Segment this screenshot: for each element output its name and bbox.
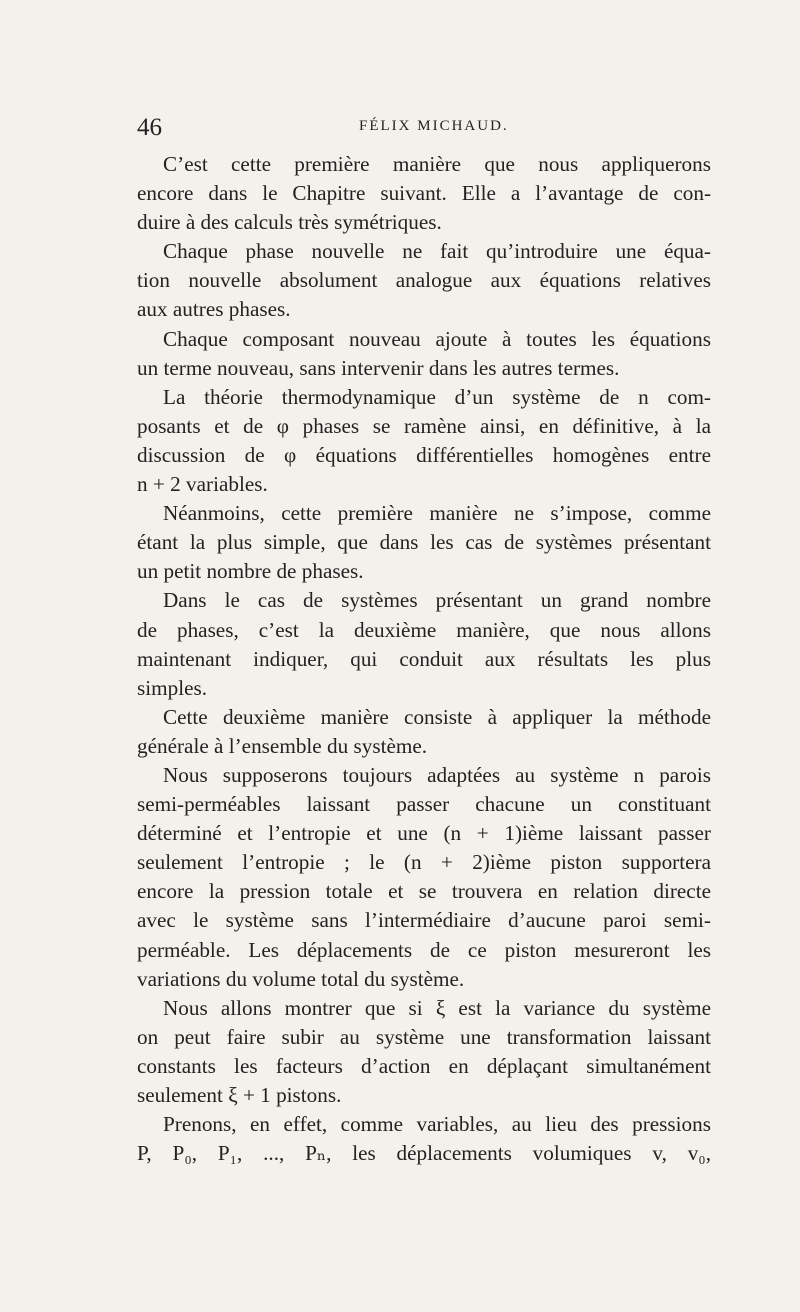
text-line: Nous supposerons toujours adaptées au système n parois [163,762,711,787]
text-line: étant la plus simple, que dans les cas de systèmes présentant [137,530,711,555]
text-line: Néanmoins, cette première manière ne s’impose, comme [163,501,711,526]
text-line: un terme nouveau, sans intervenir dans les autres termes. [137,355,620,380]
paragraph [137,237,711,324]
page-header [137,114,711,148]
text-line: encore dans le Chapitre suivant. Elle a l’avantage de con- [137,181,711,206]
text-line: générale à l’ensemble du système. [137,733,428,758]
body-text [137,150,711,1168]
text-line: déterminé et l’entropie et une (n + 1)ième laissant passer [137,821,711,846]
page-number: 46 [137,114,162,141]
text-line: un petit nombre de phases. [137,559,364,584]
text-line: P, P₀, P₁, ..., Pₙ, les déplacements volumiques v, v₀, [137,1141,711,1166]
text-line: La théorie thermodynamique d’un système de n com- [163,384,711,409]
text-line: Nous allons montrer que si ξ est la variance du système [163,995,711,1020]
paragraph [137,586,711,702]
text-line: avec le système sans l’intermédiaire d’aucune paroi semi- [137,908,711,933]
text-line: discussion de φ équations différentielles homogènes entre [137,442,711,467]
text-line: posants et de φ phases se ramène ainsi, en définitive, à la [137,413,711,438]
paragraph [137,761,711,994]
text-line: constants les facteurs d’action en déplaçant simultanément [137,1053,711,1078]
text-line: n + 2 variables. [137,472,268,497]
text-line: seulement ξ + 1 pistons. [137,1083,342,1107]
text-line: de phases, c’est la deuxième manière, que nous allons [137,617,711,642]
text-line: encore la pression totale et se trouvera en relation directe [137,879,711,904]
text-line: simples. [137,675,208,700]
paragraph [137,994,711,1110]
text-line: Prenons, en effet, comme variables, au lieu des pressions [163,1112,711,1137]
text-line: perméable. Les déplacements de ce piston mesureront les [137,937,711,962]
text-line: semi-perméables laissant passer chacune un constituant [137,792,711,817]
paragraph [137,383,711,499]
paragraph [137,703,711,761]
text-line: on peut faire subir au système une transformation laissant [137,1024,711,1049]
text-line: Cette deuxième manière consiste à appliquer la méthode [163,704,711,729]
text-line: seulement l’entropie ; le (n + 2)ième piston supportera [137,850,711,875]
text-line: Chaque phase nouvelle ne fait qu’introduire une équa- [163,239,711,264]
text-line: maintenant indiquer, qui conduit aux résultats les plus [137,646,711,671]
text-line: aux autres phases. [137,297,291,322]
paragraph [137,325,711,383]
text-line: Chaque composant nouveau ajoute à toutes les équations [163,326,711,351]
text-line: tion nouvelle absolument analogue aux équations relatives [137,268,711,293]
text-line: Dans le cas de systèmes présentant un grand nombre [163,588,711,613]
paragraph [137,499,711,586]
running-head: FÉLIX MICHAUD. [359,118,509,134]
paragraph [137,150,711,237]
text-line: duire à des calculs très symétriques. [137,210,442,235]
paragraph [137,1110,711,1168]
text-line: variations du volume total du système. [137,966,465,991]
text-line: C’est cette première manière que nous appliquerons [163,152,711,176]
